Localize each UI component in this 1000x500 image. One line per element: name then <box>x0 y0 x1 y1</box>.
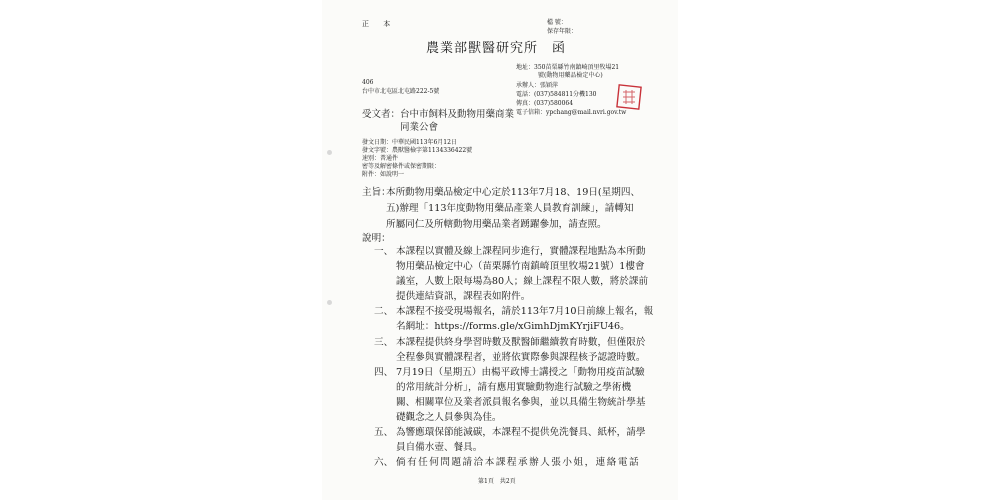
recipient-label: 受文者： <box>362 109 401 120</box>
recipient-name-line2: 同業公會 <box>400 122 439 133</box>
subject-line: 五)辦理「113年度動物用藥品產業人員教育訓練」，請轉知 <box>386 203 634 214</box>
item-line: 全程參與實體課程者，並將依實際參與課程核予認證時數。 <box>396 352 646 363</box>
file-no-label: 檔 號： <box>547 19 567 26</box>
sender-address-cont: 號(動物用藥品檢定中心) <box>538 72 603 79</box>
subject-line: 本所動物用藥品檢定中心定於113年7月18、19日(星期四、 <box>386 187 641 198</box>
sender-address: 地址：350苗栗縣竹南鎮崎頂里牧場21 <box>516 64 620 71</box>
recipient-name-line1: 台中市飼料及動物用藥商業 <box>400 109 515 120</box>
meta-speed: 速別：普通件 <box>362 155 399 162</box>
punch-hole <box>327 150 332 155</box>
sender-email: 電子信箱：ypchang@mail.nvri.gov.tw <box>516 109 627 116</box>
item-line: 物用藥品檢定中心（苗栗縣竹南鎮崎頂里牧場21號）1樓會 <box>396 261 645 272</box>
document-title: 農業部獸醫研究所 函 <box>426 41 567 56</box>
document-page <box>322 0 678 500</box>
item-line: 的常用統計分析」，請有應用實驗動物進行試驗之學術機 <box>396 382 632 393</box>
item-line: 議室，人數上限每場為80人；線上課程不限人數，將於課前 <box>396 276 649 287</box>
meta-date: 發文日期：中華民國113年6月12日 <box>362 139 457 146</box>
sender-phone: 電話：(037)584811分機130 <box>516 91 597 98</box>
item-line: 礎觀念之人員參與為佳。 <box>396 412 502 423</box>
item-line: 本課程提供終身學習時數及獸醫師繼續教育時數，但僅限於 <box>396 337 646 348</box>
item-line: 關、相關單位及業者派員報名參與，並以具備生物統計學基 <box>396 397 646 408</box>
sender-fax: 傳真：(037)580064 <box>516 100 574 107</box>
item-line: 提供連結資訊，課程表如附件。 <box>396 291 531 302</box>
meta-attachment: 附件：如說明一 <box>362 171 405 178</box>
item-line: 員自備水壺、餐具。 <box>396 442 483 453</box>
explanation-label: 說明： <box>362 233 391 244</box>
sender-contact: 承辦人：張穎萍 <box>516 82 559 89</box>
item-number: 二、 <box>374 306 394 317</box>
recipient-zip: 406 <box>362 79 374 86</box>
page-number: 第1頁 共2頁 <box>478 478 516 485</box>
item-number: 五、 <box>374 427 394 438</box>
meta-secrecy: 密等及解密條件或保密期限： <box>362 163 441 170</box>
meta-doc-no: 發文字號：農獸醫檢字第1134336422號 <box>362 147 473 154</box>
seal-stamp-icon <box>614 82 644 112</box>
item-line: 名網址：https://forms.gle/xGimhDjmKYrjiFU46。 <box>396 321 630 332</box>
item-line: 7月19日（星期五）由楊平政博士講授之「動物用疫苗試驗 <box>396 367 645 378</box>
item-number: 四、 <box>374 367 394 378</box>
copy-type: 正 本 <box>362 20 397 28</box>
punch-hole <box>327 300 332 305</box>
item-line: 本課程以實體及線上課程同步進行，實體課程地點為本所動 <box>396 246 646 257</box>
item-number: 三、 <box>374 337 394 348</box>
item-number: 六、 <box>374 457 394 468</box>
item-line: 倘有任何問題請洽本課程承辦人張小姐，連絡電話 <box>396 457 641 468</box>
subject-label: 主旨： <box>362 187 391 198</box>
retention-label: 保存年限： <box>547 28 578 35</box>
subject-line: 所屬同仁及所轄動物用藥品業者踴躍參加，請查照。 <box>386 219 607 230</box>
item-line: 為響應環保節能減碳，本課程不提供免洗餐具、紙杯，請學 <box>396 427 646 438</box>
item-number: 一、 <box>374 246 394 257</box>
recipient-address: 台中市北屯區北屯路222-5號 <box>362 88 440 95</box>
item-line: 本課程不接受現場報名，請於113年7月10日前線上報名，報 <box>396 306 654 317</box>
